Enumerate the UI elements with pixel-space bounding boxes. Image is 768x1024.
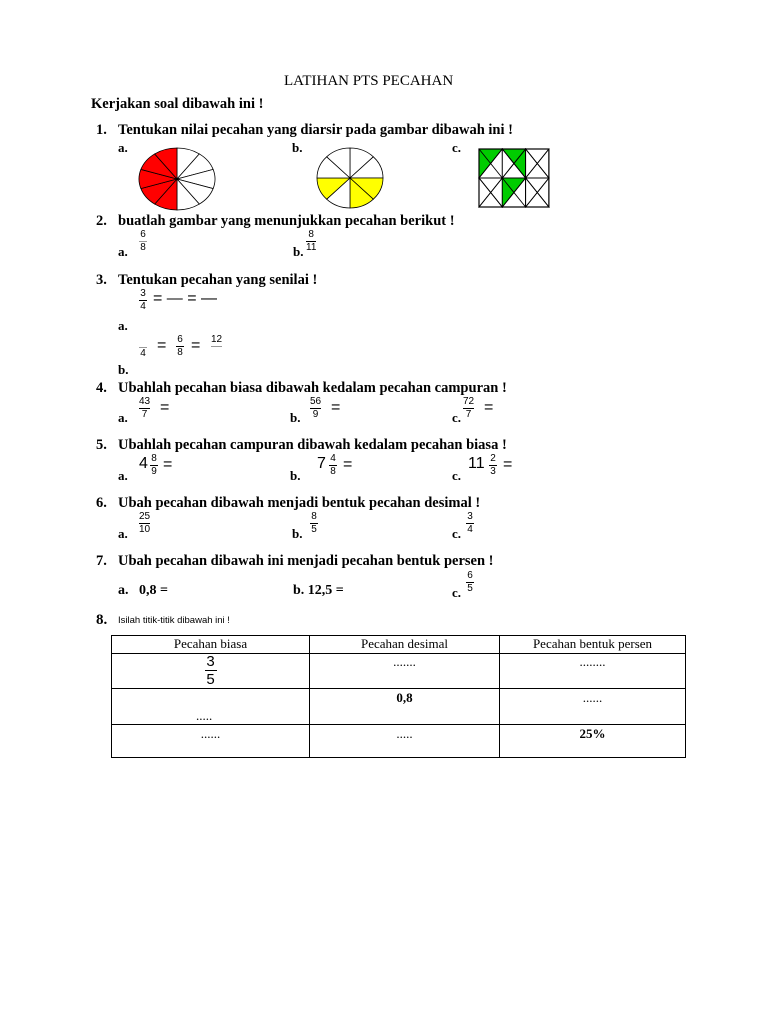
q4-equals-c: = [484,399,494,416]
table-cell [500,654,686,689]
q3-a-equation: = — = — [153,290,218,307]
table-cell [112,689,310,725]
q7-item-b: b. 12,5 = [293,583,344,598]
table-cell [310,725,500,758]
q1-grid-c [478,148,550,208]
numerator: 8 [311,511,317,522]
numerator: 8 [308,229,314,240]
cell-text: ..... [196,708,213,723]
table-row [112,654,686,689]
q4-fraction-c [463,396,474,420]
q3-b-equals-2: = [191,337,201,354]
numerator: 12 [211,334,223,345]
q5-label-a: a. [118,468,128,483]
q4-label-a: a. [118,410,128,425]
q1-label-a: a. [118,140,128,155]
q5-number: 5. [96,437,107,453]
instruction: Kerjakan soal dibawah ini ! [91,96,264,112]
q6-number: 6. [96,495,107,511]
denominator: 7 [465,409,472,420]
denominator: 8 [140,242,146,253]
table-row [112,689,686,725]
numerator: 4 [330,453,336,464]
q1-label-b: b. [292,140,303,155]
denominator [215,347,218,358]
denominator: 8 [330,466,336,477]
numerator: 56 [310,396,322,407]
cell-text: ....... [393,654,416,669]
table-header-row [112,636,686,654]
q7-fraction-c [466,570,474,594]
q1-label-c: c. [452,140,462,155]
numerator: 6 [467,570,473,581]
q8-number: 8. [96,612,108,628]
q7-text: Ubah pecahan dibawah ini menjadi pecahan bentuk persen ! [118,553,494,569]
table-cell [310,654,500,689]
table-cell [500,689,686,725]
cell-text: ..... [396,726,413,741]
q3-b-fraction-1 [139,335,147,359]
q2-text: buatlah gambar yang menunjukkan pecahan berikut ! [118,213,455,229]
q4-equals-b: = [331,399,341,416]
cell-text: ........ [579,654,606,669]
table-row [112,725,686,758]
q3-text: Tentukan pecahan yang senilai ! [118,272,318,288]
q6-label-c: c. [452,526,462,541]
table-cell [112,725,310,758]
table-cell [500,725,686,758]
page-title: LATIHAN PTS PECAHAN [284,73,454,89]
numerator: 6 [140,229,146,240]
q1-text: Tentukan nilai pecahan yang diarsir pada gambar dibawah ini ! [118,122,513,138]
numerator: 3 [140,288,146,299]
q3-number: 3. [96,272,107,288]
denominator: 5 [311,524,317,535]
q6-label-b: b. [292,526,303,541]
q3-label-b: b. [118,362,129,377]
denominator: 3 [490,466,496,477]
numerator: 25 [139,511,151,522]
q5-whole-c: 11 [468,455,485,472]
numerator: 3 [467,511,473,522]
numerator: 72 [463,396,475,407]
q6-fraction-b [310,511,318,535]
q5-fraction-b [329,453,337,477]
q5-whole-a: 4 [139,455,148,472]
q6-label-a: a. [118,526,128,541]
denominator: 10 [139,524,151,535]
q2-label-a: a. [118,244,128,259]
q6-fraction-a [139,511,150,535]
numerator: 43 [139,396,151,407]
q1-circle-a [137,146,217,212]
q4-fraction-a [139,396,150,420]
q2-fraction-b [306,229,316,253]
q2-fraction-a [139,229,147,253]
cell-text: ...... [200,726,221,741]
header-pecahan-biasa: Pecahan biasa [112,636,310,654]
q6-fraction-c [466,511,474,535]
q1-circle-b [315,146,385,210]
numerator: 3 [206,653,215,670]
q4-label-b: b. [290,410,301,425]
q5-label-b: b. [290,468,301,483]
q5-whole-b: 7 [317,455,326,472]
q7-item-a: a. 0,8 = [118,583,168,598]
header-pecahan-desimal: Pecahan desimal [310,636,500,654]
q2-label-b: b. [293,244,304,259]
q1-number: 1. [96,122,107,138]
q8-table [111,635,686,758]
table-cell [310,689,500,725]
cell-text: 0,8 [396,690,413,705]
q3-fraction-a [139,288,147,312]
header-pecahan-persen: Pecahan bentuk persen [500,636,686,654]
r1-fraction [205,654,217,687]
q2-number: 2. [96,213,107,229]
q5-equals-b: = [343,456,353,473]
q3-b-fraction-2 [176,334,184,358]
q4-number: 4. [96,380,107,396]
denominator: 4 [140,348,146,359]
q5-label-c: c. [452,468,462,483]
cell-text: 25% [579,726,606,741]
table-cell [112,654,310,689]
denominator: 4 [467,524,473,535]
denominator: 4 [140,301,146,312]
numerator: 8 [151,453,157,464]
denominator: 8 [177,347,183,358]
q5-equals-a: = [163,456,173,473]
q3-b-equals-1: = [157,337,167,354]
q5-fraction-c [489,453,497,477]
q4-label-c: c. [452,410,462,425]
denominator: 9 [312,409,319,420]
q5-fraction-a [150,453,158,477]
q7-label-c: c. [452,585,462,600]
denominator: 5 [206,671,215,688]
q3-b-fraction-3 [211,334,222,358]
q6-text: Ubah pecahan dibawah menjadi bentuk pecahan desimal ! [118,495,481,511]
denominator: 5 [467,583,473,594]
denominator: 9 [151,466,157,477]
q4-text: Ubahlah pecahan biasa dibawah kedalam pecahan campuran ! [118,380,507,396]
q5-text: Ubahlah pecahan campuran dibawah kedalam pecahan biasa ! [118,437,507,453]
q7-number: 7. [96,553,107,569]
cell-text: ...... [582,690,603,705]
numerator: 2 [490,453,496,464]
q3-label-a: a. [118,318,128,333]
q4-equals-a: = [160,399,170,416]
denominator: 11 [306,242,317,253]
numerator: 6 [177,334,183,345]
q8-text: Isilah titik-titik dibawah ini ! [118,615,230,626]
q5-equals-c: = [503,456,513,473]
denominator: 7 [141,409,148,420]
numerator [142,335,145,346]
q4-fraction-b [310,396,321,420]
